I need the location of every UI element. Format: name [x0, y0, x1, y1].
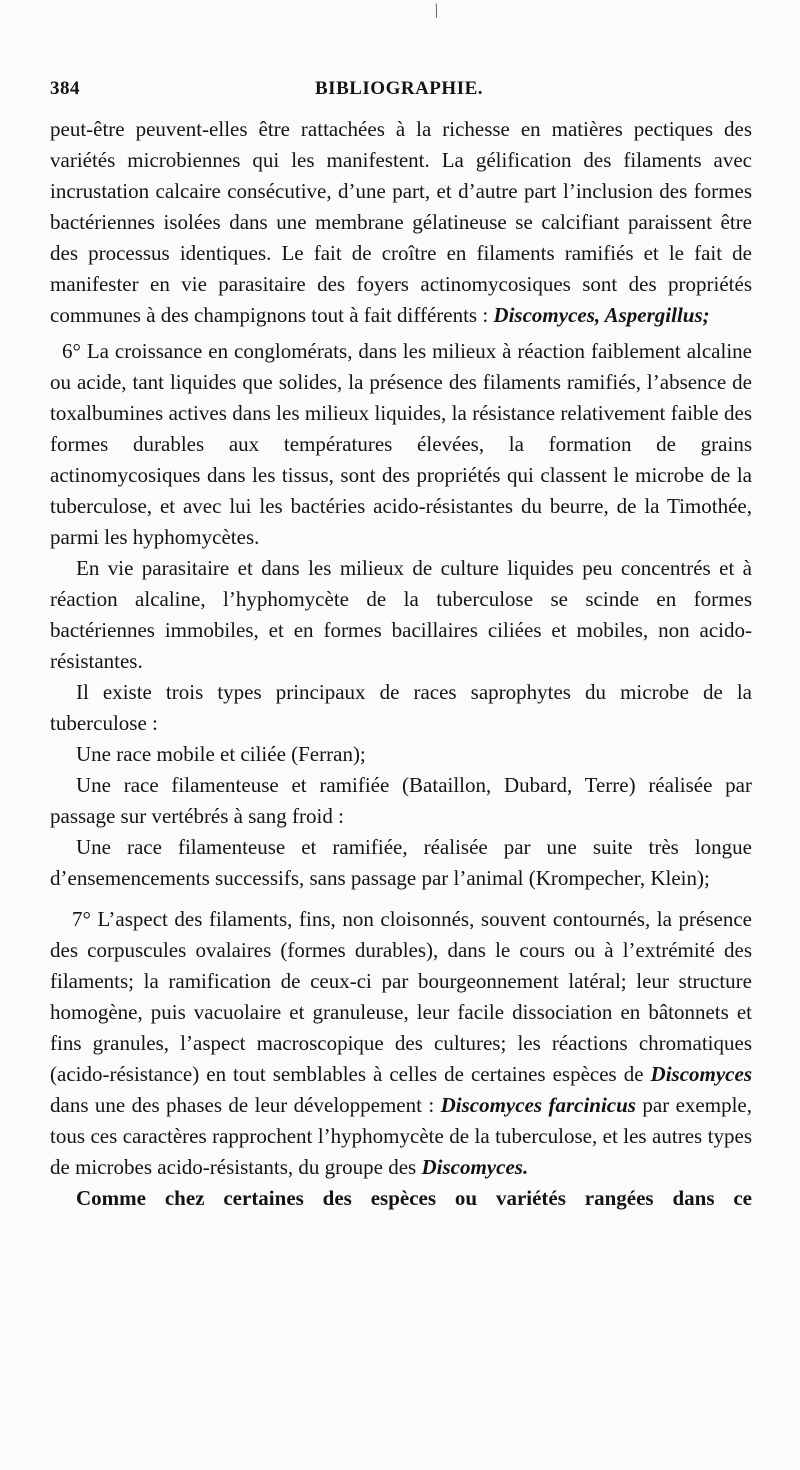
section-7-paragraph — [50, 904, 752, 1183]
paragraph-last-line: Comme chez certaines des espèces ou variétés rangées dans ce — [76, 1186, 752, 1210]
body-text — [50, 114, 752, 1214]
text-run: 7° L’aspect des filaments, fins, non cloisonnés, souvent contournés, la présence des corpuscules ovalaires (formes durables), dans le cours ou à l’extrémité des filaments; la ramification de ceux-ci par bourgeonnement latéral; leur structure homogène, puis vacuolaire et granuleuse, leur facile dissociation en bâtonnets et fins granules, l’aspect macroscopique des cultures; les réactions chromatiques (acido-résistance) en tout semblables à celles de certaines espèces de — [50, 907, 752, 1086]
list-entry: Une race mobile et ciliée (Ferran); — [76, 742, 366, 766]
page-title: BIBLIOGRAPHIE. — [315, 78, 484, 99]
list-entry: Une race filamenteuse et ramifiée (Bataillon, Dubard, Terre) réalisée par passage sur vertébrés à sang froid : — [50, 773, 752, 828]
list-entry: Une race filamenteuse et ramifiée, réalisée par une suite très longue d’ensemencements successifs, sans passage par l’animal (Krompecher, Klein); — [50, 835, 752, 890]
paragraph: En vie parasitaire et dans les milieux de culture liquides peu concentrés et à réaction alcaline, l’hyphomycète de la tuberculose se scinde en formes bactériennes immobiles, et en formes bacillaires ciliées et mobiles, non acido-résistantes. — [50, 556, 752, 673]
paragraph-continuation — [50, 114, 752, 331]
paragraph: Il existe trois types principaux de races saprophytes du microbe de la tuberculose : — [50, 680, 752, 735]
section-6-paragraph: 6° La croissance en conglomérats, dans les milieux à réaction faiblement alcaline ou acide, tant liquides que solides, la présence des filaments ramifiés, l’absence de toxalbumines actives dans les milieux liquides, la résistance relativement faible des formes durables aux températures élevées, la formation de grains actinomycosiques dans les tissus, sont des propriétés qui classent le microbe de la tuberculose, et avec lui les bactéries acido-résistantes du beurre, de la Timothée, parmi les hyphomycètes. — [50, 339, 752, 549]
genus-name: Discomyces. — [421, 1155, 529, 1179]
text-run: peut-être peuvent-elles être rattachées à la richesse en matières pectiques des variétés microbiennes qui les manifestent. La gélification des filaments avec incrustation calcaire consécutive, d’une part, et d’autre part l’inclusion des formes bactériennes isolées dans une membrane gélatineuse se calcifiant paraissent être des processus identiques. Le fait de croître en filaments ramifiés et le fait de manifester en vie parasitaire des foyers actinomycosiques sont des propriétés communes à des champignons tout à fait différents : — [50, 117, 752, 327]
genus-names: Discomyces, Aspergillus; — [493, 303, 710, 327]
scan-mark: / — [430, 0, 443, 23]
species-name: Discomyces farcinicus — [440, 1093, 636, 1117]
running-head — [50, 78, 752, 108]
text-run: dans une des phases de leur développement : — [50, 1093, 441, 1117]
text-run: par exemple, tous ces caractères rapprochent l’hyphomycète de la tuberculose, et les autres types de microbes acido-résistants, du groupe des — [50, 1093, 752, 1179]
genus-name: Discomyces — [650, 1062, 752, 1086]
page-number: 384 — [50, 78, 80, 99]
